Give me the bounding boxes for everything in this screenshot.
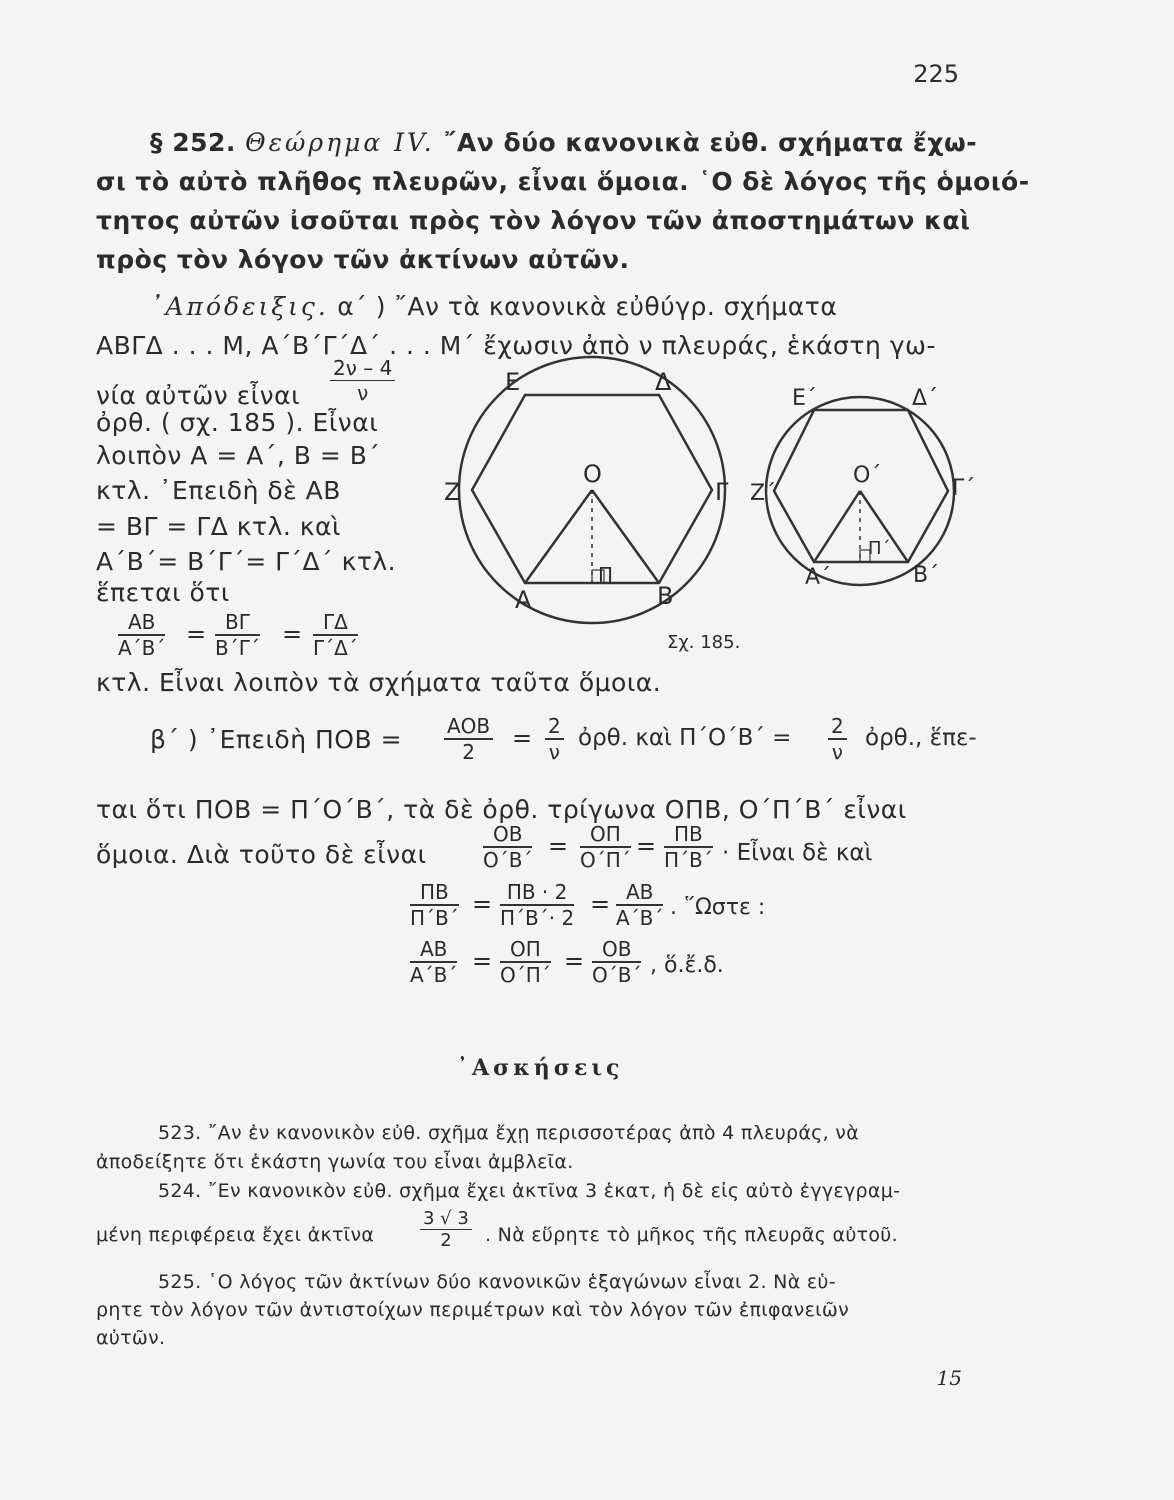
proof-line-2: ΑΒΓΔ . . . Μ, Α΄Β΄Γ΄Δ΄ . . . Μ΄ ἔχωσιν ἀπὸ ν πλευράς, ἑκάστη γω- xyxy=(96,331,936,360)
exercises-heading: ᾽Ασκήσεις xyxy=(457,1055,624,1081)
b-line-3-prefix: ὅμοια. Διὰ τοῦτο δὲ εἶναι xyxy=(96,840,427,869)
theorem-line-3: τητος αὐτῶν ἰσοῦται πρὸς τὸν λόγον τῶν ἀποστημάτων καὶ xyxy=(96,206,971,235)
label-P-prime: Π΄ xyxy=(868,538,891,559)
signature-mark: 15 xyxy=(936,1366,962,1390)
b-end: ὀρθ., ἕπε- xyxy=(865,725,977,751)
eq3-den-1: Α΄Β΄ xyxy=(410,963,458,987)
eq2-den-3: Α΄Β΄ xyxy=(616,906,664,930)
label-A-prime: Α΄ xyxy=(805,565,832,590)
label-G: Γ xyxy=(715,478,729,506)
equals-sign: = xyxy=(472,947,493,975)
theorem-line-2: σι τὸ αὐτὸ πλῆθος πλευρῶν, εἶναι ὅμοια. ῾Ο δὲ λόγος τῆς ὁμοιό- xyxy=(96,167,1030,196)
equals-sign: = xyxy=(548,832,569,860)
theorem-line-1 xyxy=(150,128,977,157)
eq1-den-2: Ο΄Π΄ xyxy=(580,848,631,872)
label-D-prime: Δ΄ xyxy=(912,386,939,411)
label-D: Δ xyxy=(655,368,672,396)
page-number: 225 xyxy=(913,60,959,88)
label-O: Ο xyxy=(583,460,602,488)
equals-sign: = xyxy=(472,890,493,918)
eq1-den-3: Π΄Β΄ xyxy=(664,848,713,872)
eq3-num-3: ΟΒ xyxy=(592,937,641,963)
theorem-text-1: ῎Αν δύο κανονικὰ εὐθ. σχήματα ἔχω- xyxy=(443,128,978,157)
b-frac2-num: 2 xyxy=(545,714,564,740)
exercise-524-line-1: 524. ῎Εν κανονικὸν εὐθ. σχῆμα ἔχει ἀκτῖνα 3 ἑκατ, ἡ δὲ εἰς αὐτὸ ἐγγεγραμ- xyxy=(158,1180,901,1202)
eq1-frac-2 xyxy=(580,822,631,872)
eq1-num-1: ΟΒ xyxy=(483,822,532,848)
ratio-den-1: Α΄Β΄ xyxy=(118,636,166,660)
b-frac-3 xyxy=(828,714,847,764)
equals-sign: = xyxy=(186,620,207,648)
b-frac-1 xyxy=(444,714,493,764)
label-E: Ε xyxy=(505,368,521,396)
ratio-den-3: Γ΄Δ΄ xyxy=(313,636,358,660)
label-A: Α xyxy=(515,586,532,614)
ratio-frac-2 xyxy=(215,610,260,660)
eq2-den-2: Π΄Β΄· 2 xyxy=(500,906,575,930)
conclusion-a: κτλ. Εἶναι λοιπὸν τὰ σχήματα ταῦτα ὅμοια. xyxy=(96,668,662,697)
left-line-2: λοιπὸν Α = Α΄, Β = Β΄ xyxy=(96,441,381,470)
proof-heading: ᾽Απόδειξις. xyxy=(150,292,329,321)
eq3-num-1: ΑΒ xyxy=(410,937,457,963)
ratio-den-2: Β΄Γ΄ xyxy=(215,636,260,660)
b-middle: ὀρθ. καὶ Π΄Ο΄Β΄ = xyxy=(578,725,792,751)
eq2-suffix: . ῞Ωστε : xyxy=(670,895,766,920)
eq3-frac-2 xyxy=(500,937,551,987)
eq2-frac-1 xyxy=(410,880,459,930)
label-Z-prime: Ζ΄ xyxy=(750,481,777,506)
b-frac3-den: ν xyxy=(831,740,843,764)
eq3-frac-1 xyxy=(410,937,457,987)
label-P: Π xyxy=(598,563,614,587)
ratio-num-3: ΓΔ xyxy=(313,610,358,636)
eq1-frac-1 xyxy=(483,822,532,872)
b-line-2: ται ὅτι ΠΟΒ = Π΄Ο΄Β΄, τὰ δὲ ὀρθ. τρίγωνα ΟΠΒ, Ο΄Π΄Β΄ εἶναι xyxy=(96,795,907,824)
proof-line-1 xyxy=(150,292,837,321)
eq2-frac-3 xyxy=(616,880,663,930)
exercise-524-line-2-suffix: . Νὰ εὕρητε τὸ μῆκος τῆς πλευρᾶς αὐτοῦ. xyxy=(485,1224,898,1246)
equals-sign: = xyxy=(282,620,303,648)
eq3-num-2: ΟΠ xyxy=(500,937,551,963)
label-G-prime: Γ΄ xyxy=(952,476,976,501)
exercise-525-line-1: 525. ῾Ο λόγος τῶν ἀκτίνων δύο κανονικῶν ἑξαγώνων εἶναι 2. Νὰ εὑ- xyxy=(158,1271,836,1293)
b-frac-2 xyxy=(545,714,564,764)
b-prefix: β΄ ) ᾽Επειδὴ ΠΟΒ = xyxy=(150,725,403,754)
exercise-523-line-2: ἀποδείξητε ὅτι ἑκάστη γωνία του εἶναι ἀμβλεῖα. xyxy=(96,1151,574,1173)
theorem-line-4: πρὸς τὸν λόγον τῶν ἀκτίνων αὐτῶν. xyxy=(96,245,630,274)
label-Z: Ζ xyxy=(444,478,461,506)
eq1-den-1: Ο΄Β΄ xyxy=(483,848,533,872)
section-number: § 252. xyxy=(150,128,236,157)
exercise-524-fraction xyxy=(420,1208,472,1251)
eq3-frac-3 xyxy=(592,937,641,987)
e524-frac-num: 3 √ 3 xyxy=(420,1208,472,1230)
exercise-525-line-2: ρητε τὸν λόγον τῶν ἀντιστοίχων περιμέτρων καὶ τὸν λόγον τῶν ἐπιφανειῶν xyxy=(96,1299,849,1321)
ratio-num-1: ΑΒ xyxy=(118,610,165,636)
angle-frac-num: 2ν – 4 xyxy=(330,356,395,381)
eq1-num-2: ΟΠ xyxy=(580,822,631,848)
e524-frac-den: 2 xyxy=(440,1230,452,1251)
figure-caption: Σχ. 185. xyxy=(667,632,741,653)
exercise-525-line-3: αὐτῶν. xyxy=(96,1327,166,1349)
label-B-prime: Β΄ xyxy=(913,563,940,588)
left-line-5: Α΄Β΄= Β΄Γ΄= Γ΄Δ΄ κτλ. xyxy=(96,547,397,576)
equals-sign: = xyxy=(512,724,533,752)
b-frac1-num: ΑΟΒ xyxy=(444,714,493,740)
eq2-den-1: Π΄Β΄ xyxy=(410,906,459,930)
big-radius-oa xyxy=(525,490,592,583)
proof-line-3: νία αὐτῶν εἶναι xyxy=(96,381,301,410)
b-line-3-suffix: · Εἶναι δὲ καὶ xyxy=(722,840,873,866)
equals-sign: = xyxy=(590,890,611,918)
b-frac2-den: ν xyxy=(548,740,560,764)
eq2-frac-2 xyxy=(500,880,574,930)
eq3-den-3: Ο΄Β΄ xyxy=(592,963,642,987)
ratio-frac-1 xyxy=(118,610,165,660)
angle-frac-den: ν xyxy=(357,381,369,405)
eq2-num-1: ΠΒ xyxy=(410,880,459,906)
label-E-prime: Ε΄ xyxy=(792,386,817,411)
left-line-4: = ΒΓ = ΓΔ κτλ. καὶ xyxy=(96,512,341,541)
eq1-num-3: ΠΒ xyxy=(664,822,713,848)
left-line-6: ἕπεται ὅτι xyxy=(96,578,230,607)
left-line-1: ὀρθ. ( σχ. 185 ). Εἶναι xyxy=(96,408,379,437)
theorem-title: Θεώρημα IV. xyxy=(245,128,435,157)
b-frac1-den: 2 xyxy=(462,740,475,764)
ratio-num-2: ΒΓ xyxy=(215,610,260,636)
angle-fraction xyxy=(330,356,395,405)
left-line-3: κτλ. ᾽Επειδὴ δὲ ΑΒ xyxy=(96,476,341,505)
proof-line-1-text: α΄ ) ῎Αν τὰ κανονικὰ εὐθύγρ. σχήματα xyxy=(337,292,838,321)
equals-sign: = xyxy=(636,832,657,860)
eq1-frac-3 xyxy=(664,822,713,872)
small-radius-oa xyxy=(814,491,860,562)
exercise-523-line-1: 523. ῎Αν ἐν κανονικὸν εὐθ. σχῆμα ἔχῃ περισσοτέρας ἀπὸ 4 πλευράς, νὰ xyxy=(158,1122,860,1144)
ratio-frac-3 xyxy=(313,610,358,660)
eq3-den-2: Ο΄Π΄ xyxy=(500,963,551,987)
eq2-num-3: ΑΒ xyxy=(616,880,663,906)
eq3-suffix: , ὅ.ἔ.δ. xyxy=(650,953,724,978)
figure-185 xyxy=(430,350,1010,680)
label-O-prime: Ο΄ xyxy=(853,463,882,488)
equals-sign: = xyxy=(564,947,585,975)
label-B: Β xyxy=(657,582,674,610)
eq2-num-2: ΠΒ · 2 xyxy=(500,880,574,906)
exercise-524-line-2-prefix: μένη περιφέρεια ἔχει ἀκτῖνα xyxy=(96,1224,375,1246)
b-frac3-num: 2 xyxy=(828,714,847,740)
